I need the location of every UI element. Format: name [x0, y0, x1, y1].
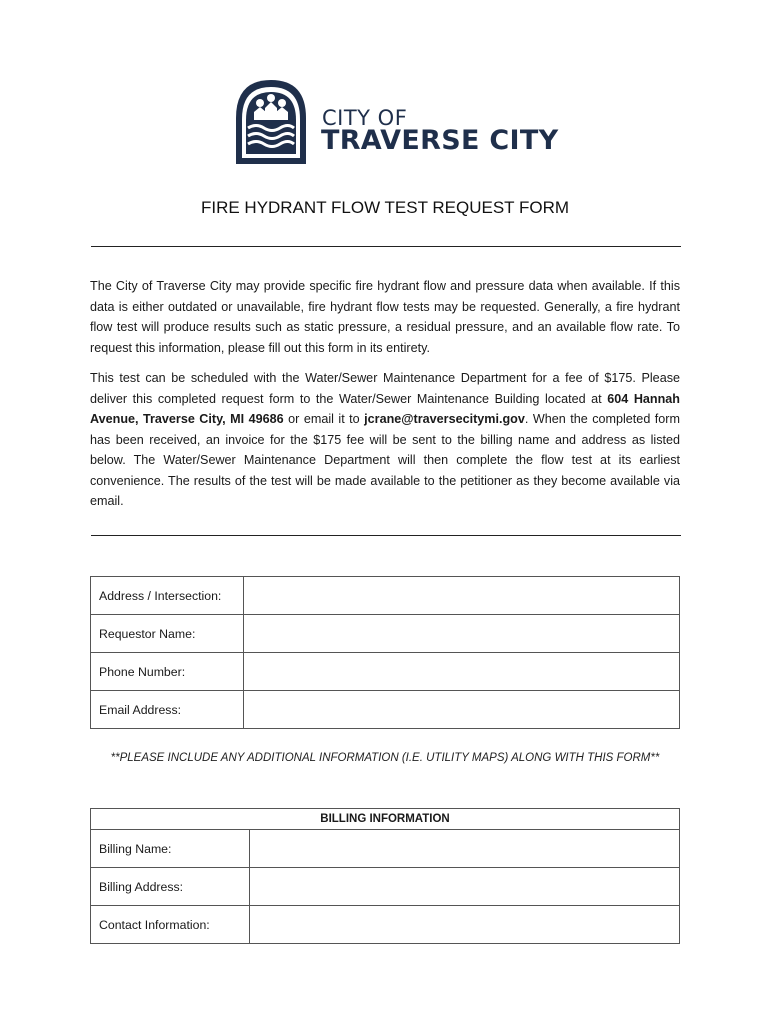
logo-line-2: TRAVERSE CITY [321, 125, 559, 156]
table-row [91, 653, 680, 691]
billing-address-input[interactable] [250, 868, 680, 906]
field-label: Email Address: [91, 691, 244, 729]
field-label: Requestor Name: [91, 615, 244, 653]
billing-heading: BILLING INFORMATION [91, 809, 680, 830]
intro-paragraph: The City of Traverse City may provide specific fire hydrant flow and pressure data when available. If this data is either outdated or unavailable, fire hydrant flow tests may be requested. Generally, a fire hydrant flow test will produce results such as static pressure, a residual pressure, and an available flow rate. To request this information, please fill out this form in its entirety. [90, 279, 680, 355]
instructions-text-1: This test can be scheduled with the Water/Sewer Maintenance Department for a fee of $175. Please deliver this completed request form to the Water/Sewer Maintenance Building located at [90, 371, 680, 406]
field-label: Phone Number: [91, 653, 244, 691]
contact-email-link[interactable]: jcrane@traversecitymi.gov [364, 412, 525, 426]
email-address-input[interactable] [244, 691, 680, 729]
logo-line-1: CITY OF [322, 106, 408, 130]
requestor-name-input[interactable] [244, 615, 680, 653]
table-row [91, 615, 680, 653]
city-logo [230, 76, 559, 166]
instructions-text-3: . When the completed form has been received, an invoice for the $175 fee will be sent to the billing name and address as listed below. The Water/Sewer Maintenance Department will then complete the flow test at its earliest convenience. The results of the test will be made available to the petitioner as they become available via email. [90, 412, 680, 508]
table-row [91, 868, 680, 906]
request-fields-table [90, 576, 680, 729]
delivery-address: 604 Hannah Avenue, Traverse City, MI 49686 [90, 391, 681, 426]
divider-top [91, 246, 681, 247]
contact-information-input[interactable] [250, 906, 680, 944]
instructions-paragraph [90, 368, 680, 512]
page-title: FIRE HYDRANT FLOW TEST REQUEST FORM [200, 198, 570, 217]
field-label: Billing Address: [91, 868, 250, 906]
table-row [91, 577, 680, 615]
field-label: Billing Name: [91, 830, 250, 868]
table-row [91, 809, 680, 830]
table-row [91, 830, 680, 868]
field-label: Contact Information: [91, 906, 250, 944]
divider-bottom [91, 535, 681, 536]
additional-info-note: **PLEASE INCLUDE ANY ADDITIONAL INFORMATION (I.E. UTILITY MAPS) ALONG WITH THIS FORM** [110, 752, 660, 764]
address-intersection-input[interactable] [244, 577, 680, 615]
billing-table [90, 808, 680, 944]
phone-number-input[interactable] [244, 653, 680, 691]
instructions-text-2: or email it to [283, 412, 365, 426]
field-label: Address / Intersection: [91, 577, 244, 615]
city-seal-icon [230, 76, 312, 166]
table-row [91, 906, 680, 944]
billing-name-input[interactable] [250, 830, 680, 868]
table-row [91, 691, 680, 729]
